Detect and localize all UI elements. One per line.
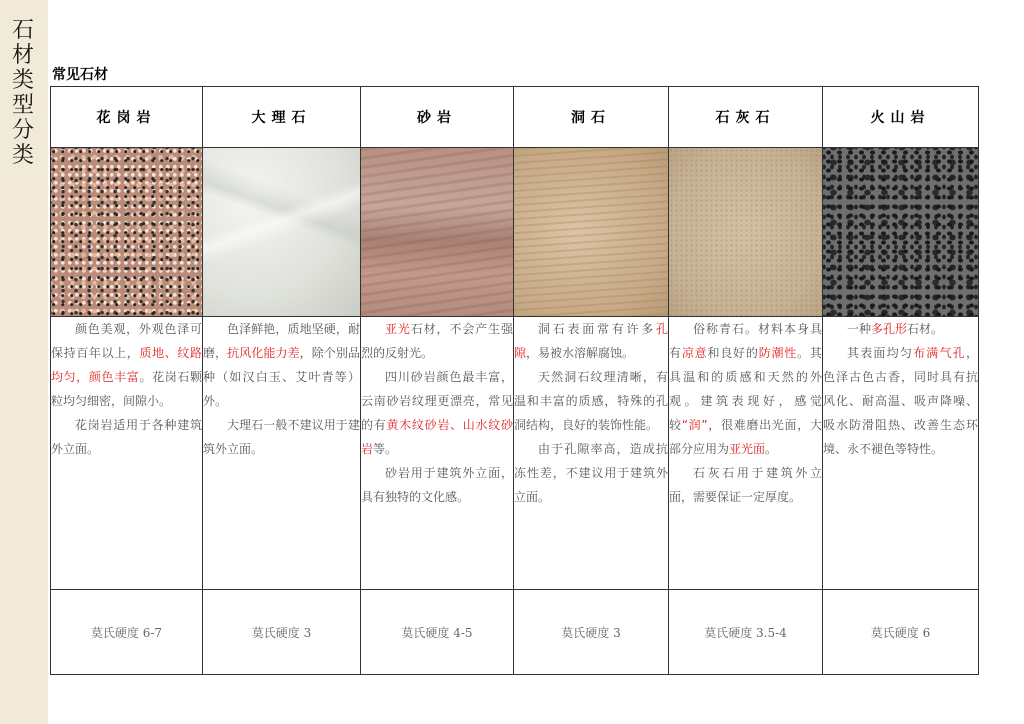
sidebar-title-char: 类 [11, 143, 34, 168]
stone-description [203, 317, 361, 590]
description-text: 砂岩用于建筑外立面，具有独特的文化感。 [361, 466, 513, 504]
description-text: 石灰石用于建筑外立面，需要保证一定厚度。 [669, 466, 822, 504]
description-text: 。 [765, 442, 778, 456]
description-paragraph [361, 365, 513, 461]
highlight-text: 抗风化能力差 [227, 346, 300, 360]
hardness-value: 莫氏硬度 4-5 [361, 590, 514, 675]
stone-name-granite: 花岗岩 [51, 87, 203, 148]
description-text: 天然洞石纹理清晰，有温和丰富的质感，特殊的孔洞结构，良好的装饰性能。 [514, 370, 668, 432]
granite-texture-image [51, 148, 202, 316]
basalt-texture-image [823, 148, 978, 316]
sidebar-title-char: 石 [11, 18, 34, 43]
stone-name-basalt: 火山岩 [823, 87, 979, 148]
stone-description [823, 317, 979, 590]
swatch-row [51, 148, 979, 317]
description-paragraph [669, 317, 822, 461]
description-text: ，易被水溶解腐蚀。 [526, 346, 635, 360]
highlight-text: 亚光面 [729, 442, 766, 456]
stone-table [50, 86, 979, 675]
hardness-row [51, 590, 979, 675]
stone-name-travertine: 洞石 [514, 87, 669, 148]
hardness-value: 莫氏硬度 6 [823, 590, 979, 675]
highlight-text: “润” [681, 418, 708, 432]
hardness-value: 莫氏硬度 3 [514, 590, 669, 675]
description-text: ，很难磨出光面，大部分应用为 [669, 418, 822, 456]
description-paragraph [51, 317, 202, 413]
sidebar-title-char: 分 [11, 118, 34, 143]
stone-description [361, 317, 514, 590]
description-text: 石材，不会产生强烈的反射光。 [361, 322, 513, 360]
highlight-text: 黄木纹砂岩、山水纹砂岩 [361, 418, 513, 456]
description-paragraph [51, 413, 202, 461]
highlight-text: 孔隙 [514, 322, 668, 360]
description-text: ，色泽古色古香，同时具有抗风化、耐高温、吸声降噪、吸水防滑阻热、改善生态环境、永不褪色等特性。 [823, 346, 978, 456]
description-text: ，除个别品种（如汉白玉、艾叶青等）外。 [203, 346, 360, 408]
highlight-text: 布满气孔 [913, 346, 966, 360]
swatch-cell [361, 148, 514, 317]
sidebar-title-char: 类 [11, 68, 34, 93]
highlight-text: 质地、纹路均匀，颜色丰富 [51, 346, 202, 384]
description-paragraph [514, 317, 668, 365]
description-paragraph [669, 461, 822, 509]
hardness-value: 莫氏硬度 3.5-4 [669, 590, 823, 675]
description-paragraph [514, 437, 668, 509]
swatch-cell [203, 148, 361, 317]
travertine-texture-image [514, 148, 668, 316]
stone-description [514, 317, 669, 590]
description-text: 石材。 [907, 322, 944, 336]
description-paragraph [823, 341, 978, 461]
swatch-cell [514, 148, 669, 317]
description-text: 大理石一般不建议用于建筑外立面。 [203, 418, 360, 456]
description-text: 四川砂岩颜色最丰富，云南砂岩纹理更漂亮，常见的有 [361, 370, 513, 432]
name-row [51, 87, 979, 148]
hardness-value: 莫氏硬度 3 [203, 590, 361, 675]
marble-texture-image [203, 148, 360, 316]
sidebar-title-char: 型 [11, 93, 34, 118]
swatch-cell [51, 148, 203, 317]
stone-name-sandstone: 砂岩 [361, 87, 514, 148]
description-text: 颜色美观，外观色泽可保持百年以上， [51, 322, 202, 360]
description-row [51, 317, 979, 590]
sandstone-texture-image [361, 148, 513, 316]
hardness-value: 莫氏硬度 6-7 [51, 590, 203, 675]
description-paragraph [361, 461, 513, 509]
description-paragraph [203, 317, 360, 413]
highlight-text: 多孔形 [871, 322, 908, 336]
description-paragraph [361, 317, 513, 365]
limestone-texture-image [669, 148, 822, 316]
swatch-cell [669, 148, 823, 317]
description-text: 和良好的 [707, 346, 759, 360]
description-text: 俗称青石。材料本身具有 [669, 322, 822, 360]
description-text: 花岗岩适用于各种建筑外立面。 [51, 418, 202, 456]
stone-name-limestone: 石灰石 [669, 87, 823, 148]
stone-description [669, 317, 823, 590]
stone-description [51, 317, 203, 590]
description-text: 一种 [847, 322, 872, 336]
section-heading: 常见石材 [52, 67, 108, 83]
highlight-text: 凉意 [681, 346, 708, 360]
description-text: 等。 [373, 442, 398, 456]
description-text: 洞石表面常有许多 [538, 322, 656, 336]
sidebar [0, 0, 48, 724]
description-text: 色泽鲜艳，质地坚硬，耐磨， [203, 322, 360, 360]
description-paragraph [823, 317, 978, 341]
description-text: 。花岗石颗粒均匀细密，间隙小。 [51, 370, 202, 408]
highlight-text: 亚光 [385, 322, 411, 336]
description-paragraph [514, 365, 668, 437]
sidebar-title [8, 18, 38, 168]
description-text: 。其具温和的质感和天然的外观。建筑表现好，感觉较 [669, 346, 822, 432]
highlight-text: 防潮性 [758, 346, 798, 360]
description-text: 其表面均匀 [847, 346, 914, 360]
description-paragraph [203, 413, 360, 461]
swatch-cell [823, 148, 979, 317]
stone-name-marble: 大理石 [203, 87, 361, 148]
sidebar-title-char: 材 [11, 43, 34, 68]
description-text: 由于孔隙率高，造成抗冻性差，不建议用于建筑外立面。 [514, 442, 668, 504]
